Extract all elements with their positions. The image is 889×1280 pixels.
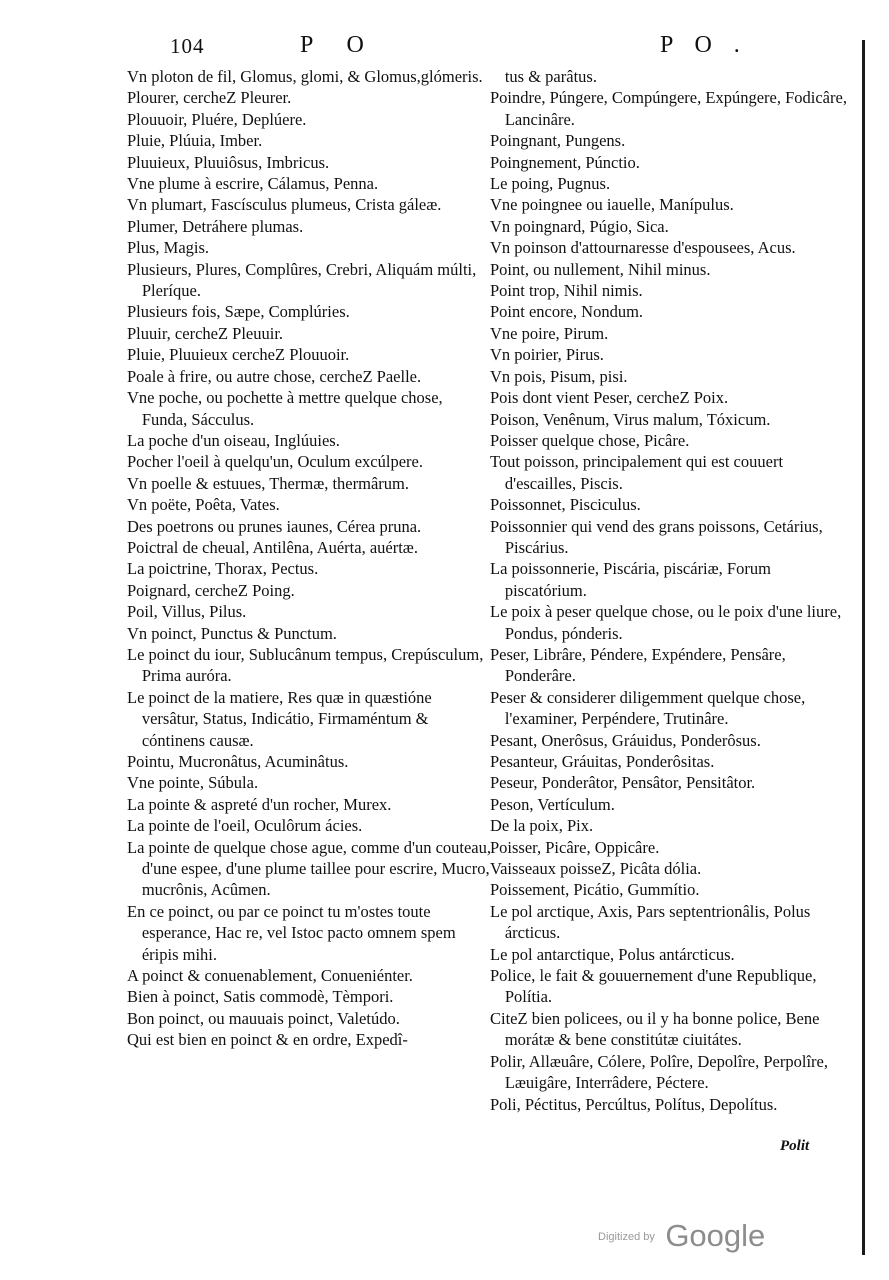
dictionary-entry: Plus, Magis. [127,238,210,258]
dictionary-entry-continued: tus & parâtus. [504,67,597,86]
dictionary-entry: La poictrine, Thorax, Pectus. [127,559,319,579]
running-head-left: P O [300,32,378,58]
dictionary-entry: Vn poinct, Punctus & Punctum. [127,623,337,643]
dictionary-entry: Vn poelle & estuues, Thermæ, thermârum. [127,473,409,493]
dictionary-entry: Point trop, Nihil nimis. [490,281,643,301]
dictionary-entry: Le poix à peser quelque chose, ou le poix d'une liure, Pondus, pónderis. [490,602,842,643]
dictionary-entry: Vaisseaux poisseZ, Picâta dólia. [490,859,702,879]
dictionary-entry: Pesant, Onerôsus, Gráuidus, Ponderôsus. [490,730,761,750]
dictionary-entry: La poche d'un oiseau, Inglúuies. [127,430,340,450]
running-head-right: P O . [660,32,748,58]
dictionary-entry: Pois dont vient Peser, cercheZ Poix. [490,388,729,408]
dictionary-entry: Polir, Allæuâre, Cólere, Polîre, Depolîre, Perpolîre, Læuigâre, Interrâdere, Péctere. [490,1051,828,1093]
dictionary-entry: Poingnant, Pungens. [490,131,626,151]
dictionary-entry: Vn ploton de fil, Glomus, glomi, & Glomus,glómeris. [127,67,483,86]
dictionary-entry: Poli, Péctitus, Percúltus, Polítus, Depolítus. [490,1094,778,1114]
dictionary-entry: Poil, Villus, Pilus. [127,602,247,622]
dictionary-entry: Vn poingnard, Púgio, Sica. [490,216,669,236]
dictionary-entry: Vn poinson d'attournaresse d'espousees, Acus. [490,238,796,258]
right-column [490,66,850,1115]
dictionary-entry: Poale à frire, ou autre chose, cercheZ Paelle. [127,366,422,386]
dictionary-entry: Vn pois, Pisum, pisi. [490,366,628,386]
dictionary-entry: Pluuir, cercheZ Pleuuir. [127,323,284,343]
digitized-by-label: Digitized by [598,1231,655,1243]
dictionary-entry: Le poing, Pugnus. [490,174,611,194]
dictionary-entry: Bon poinct, ou mauuais poinct, Valetúdo. [127,1008,400,1028]
dictionary-entry: A poinct & conuenablement, Conueniénter. [127,966,413,986]
dictionary-entry: Peson, Vertículum. [490,794,615,814]
dictionary-entry: La poissonnerie, Piscária, piscáriæ, Forum piscatórium. [490,559,771,600]
dictionary-entry: Point encore, Nondum. [490,302,644,322]
dictionary-entry: Vne plume à escrire, Cálamus, Penna. [127,174,379,194]
dictionary-entry: Poisser quelque chose, Picâre. [490,430,690,450]
dictionary-entry: Police, le fait & gouuernement d'une Republique, Polítia. [490,966,817,1007]
dictionary-entry: Plusieurs, Plures, Complûres, Crebri, Aliquám múlti, Pleríque. [127,259,477,301]
dictionary-entry: Poissement, Picátio, Gummítio. [490,880,700,900]
dictionary-entry: Poignard, cercheZ Poing. [127,580,295,600]
dictionary-entry: Tout poisson, principalement qui est couuert d'escailles, Piscis. [490,452,784,493]
dictionary-entry: Des poetrons ou prunes iaunes, Cérea pruna. [127,516,422,536]
dictionary-entry: Bien à poinct, Satis commodè, Tèmpori. [127,987,394,1007]
dictionary-entry: Pluie, Pluuieux cercheZ Plouuoir. [127,345,350,365]
dictionary-entry: Peser, Librâre, Péndere, Expéndere, Pensâre, Ponderâre. [490,644,786,686]
dictionary-entry: Pluuieux, Pluuiôsus, Imbricus. [127,152,330,172]
dictionary-entry: Pluie, Plúuia, Imber. [127,131,263,151]
dictionary-entry: Vn plumart, Fascísculus plumeus, Crista gáleæ. [127,195,442,215]
dictionary-entry: Poingnement, Púnctio. [490,152,640,172]
dictionary-entry: Peser & considerer diligemment quelque chose, l'examiner, Perpéndere, Trutinâre. [490,687,806,729]
dictionary-entry: Vn poirier, Pirus. [490,345,604,365]
dictionary-entry: Vne pointe, Súbula. [127,773,259,793]
dictionary-entry: Poison, Venênum, Virus malum, Tóxicum. [490,409,771,429]
dictionary-entry: En ce poinct, ou par ce poinct tu m'ostes toute esperance, Hac re, vel Istoc pacto omnem spem éripis mihi. [127,901,456,964]
google-logo-text: Google [665,1218,766,1253]
dictionary-entry: Peseur, Ponderâtor, Pensâtor, Pensitâtor. [490,773,756,793]
dictionary-entry: Qui est bien en poinct & en ordre, Expedî- [127,1030,408,1050]
dictionary-entry: Plourer, cercheZ Pleurer. [127,88,292,108]
dictionary-entry: Vne poire, Pirum. [490,323,609,343]
dictionary-entry: Le pol arctique, Axis, Pars septentrionâlis, Polus árcticus. [490,901,811,943]
dictionary-entry: Pesanteur, Gráuitas, Ponderôsitas. [490,752,715,771]
dictionary-entry: Point, ou nullement, Nihil minus. [490,259,711,279]
dictionary-entry: Plouuoir, Pluére, Deplúere. [127,109,307,129]
page-edge-rule [862,40,865,1255]
dictionary-entry: Poissonnet, Pisciculus. [490,495,641,515]
left-column [127,66,492,1051]
dictionary-entry: Pointu, Mucronâtus, Acuminâtus. [127,752,349,771]
dictionary-entry: Le poinct du iour, Sublucânum tempus, Crepúsculum, Prima auróra. [127,644,484,686]
dictionary-entry: Poindre, Púngere, Compúngere, Expúngere, Fodicâre, Lancinâre. [490,88,847,129]
dictionary-entry: Poictral de cheual, Antilêna, Auérta, auértæ. [127,537,418,557]
dictionary-entry: La pointe de quelque chose ague, comme d'un couteau, d'une espee, d'une plume taillee pour escrire, Mucro, mucrônis, Acûmen. [127,837,492,900]
dictionary-entry: Vne poingnee ou iauelle, Manípulus. [490,195,734,215]
dictionary-entry: La pointe de l'oeil, Oculôrum ácies. [127,816,363,836]
dictionary-entry: Plumer, Detráhere plumas. [127,216,304,236]
catchword: Polit [780,1138,810,1154]
dictionary-entry: Vn poëte, Poêta, Vates. [127,495,280,515]
dictionary-entry: Plusieurs fois, Sæpe, Complúries. [127,302,350,322]
dictionary-entry: CiteZ bien policees, ou il y ha bonne police, Bene morátæ & bene constitútæ ciuitátes. [490,1008,820,1050]
dictionary-entry: Le pol antarctique, Polus antárcticus. [490,944,735,964]
dictionary-entry: Poisser, Picâre, Oppicâre. [490,837,660,857]
dictionary-entry: La pointe & aspreté d'un rocher, Murex. [127,794,392,814]
digitized-watermark [598,1218,765,1254]
dictionary-entry: Pocher l'oeil à quelqu'un, Oculum excúlpere. [127,452,423,472]
dictionary-entry: Le poinct de la matiere, Res quæ in quæstióne versâtur, Status, Indicátio, Firmaméntum & cóntinens causæ. [127,687,432,750]
dictionary-entry: De la poix, Pix. [490,816,594,836]
dictionary-entry: Poissonnier qui vend des grans poissons, Cetárius, Piscárius. [490,516,823,557]
dictionary-entry: Vne poche, ou pochette à mettre quelque chose, Funda, Sácculus. [127,388,443,429]
page-number: 104 [170,34,205,58]
